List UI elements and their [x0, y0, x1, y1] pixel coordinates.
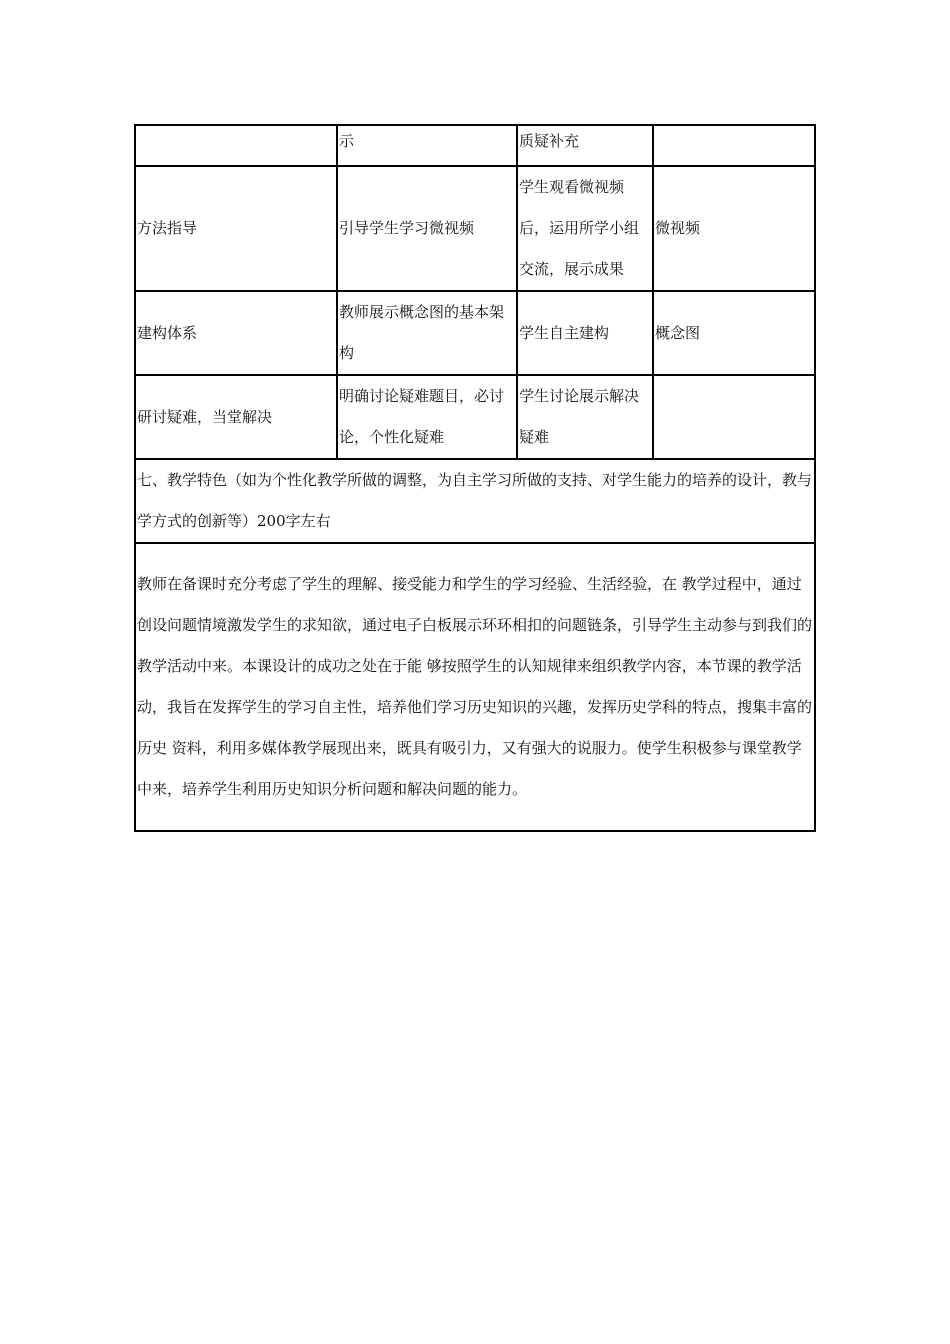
table-row	[135, 125, 815, 166]
section-body: 教师在备课时充分考虑了学生的理解、接受能力和学生的学习经验、生活经验，在 教学过程中，通过创设问题情境激发学生的求知欲，通过电子白板展示环环相扣的问题链条，引导学生主动参与到我们的教学活动中来。本课设计的成功之处在于能 够按照学生的认知规律来组织教学内容，本节课的教学活动，我旨在发挥学生的学习自主性，培养他们学习历史知识的兴趣，发挥历史学科的特点，搜集丰富的历史 资料，利用多媒体教学展现出来，既具有吸引力，又有强大的说服力。使学生积极参与课堂教学中来，培养学生利用历史知识分析问题和解决问题的能力。	[135, 543, 815, 831]
table-cell: 学生观看微视频后，运用所学小组交流，展示成果	[517, 166, 653, 291]
table-cell	[653, 125, 815, 166]
table-cell	[653, 375, 815, 459]
table-row	[135, 459, 815, 543]
table-cell: 概念图	[653, 291, 815, 375]
table-cell: 学生自主建构	[517, 291, 653, 375]
lesson-plan-table	[134, 124, 816, 832]
section-heading: 七、教学特色（如为个性化教学所做的调整，为自主学习所做的支持、对学生能力的培养的设计，教与学方式的创新等）200字左右	[135, 459, 815, 543]
table-cell: 明确讨论疑难题目，必讨论，个性化疑难	[337, 375, 517, 459]
table-cell	[135, 125, 337, 166]
table-cell: 示	[337, 125, 517, 166]
table-cell: 微视频	[653, 166, 815, 291]
table-cell: 引导学生学习微视频	[337, 166, 517, 291]
table-row	[135, 375, 815, 459]
table-cell: 研讨疑难，当堂解决	[135, 375, 337, 459]
table-row	[135, 543, 815, 831]
table-cell: 学生讨论展示解决疑难	[517, 375, 653, 459]
table-cell: 建构体系	[135, 291, 337, 375]
table-cell: 教师展示概念图的基本架构	[337, 291, 517, 375]
table-cell: 方法指导	[135, 166, 337, 291]
table-cell: 质疑补充	[517, 125, 653, 166]
table-row	[135, 166, 815, 291]
table-row	[135, 291, 815, 375]
